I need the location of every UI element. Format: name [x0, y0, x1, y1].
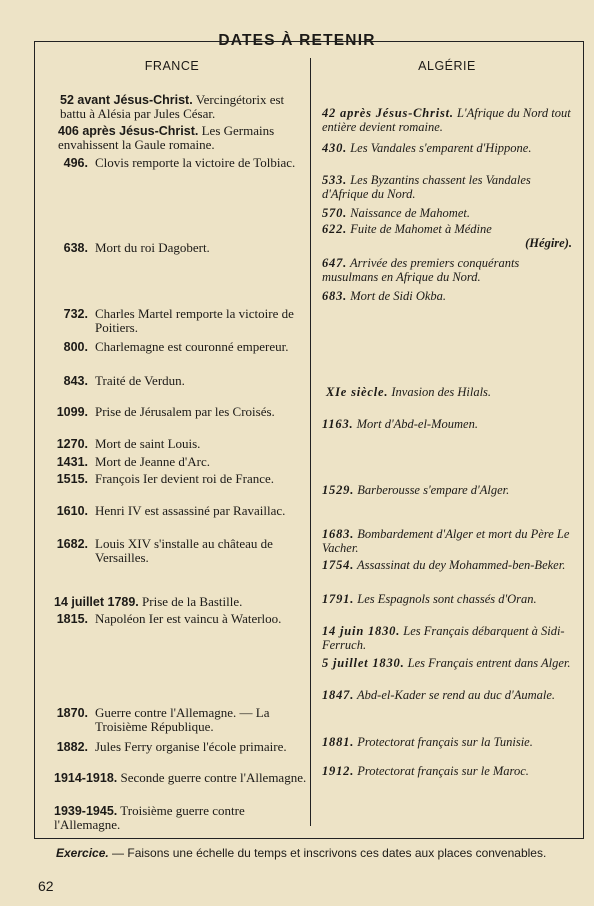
entry-date: 14 juillet 1789. — [54, 595, 139, 609]
entry-date: 430. — [322, 141, 348, 155]
algerie-entry — [322, 624, 576, 652]
entry-date: 496. — [63, 156, 88, 170]
entry-text: Mort de Sidi Okba. — [350, 289, 447, 303]
entry-date: 638. — [63, 241, 88, 255]
entry-text: Les Français entrent dans Alger. — [407, 656, 571, 670]
algerie-entry — [322, 592, 576, 606]
page-title: DATES À RETENIR — [0, 32, 594, 50]
entry-date: 1163. — [322, 417, 354, 431]
entry-date: 1912. — [322, 764, 355, 778]
entry-text: Protectorat français sur la Tunisie. — [357, 735, 533, 749]
entry-text: Guerre contre l'Allemagne. — La Troisième République. — [95, 705, 270, 734]
entry-text: Jules Ferry organise l'école primaire. — [95, 739, 287, 754]
entry-text: Charlemagne est couronné empereur. — [95, 339, 289, 354]
entry-text: Les Byzantins chassent les Vandales d'Afrique du Nord. — [322, 173, 531, 201]
entry-date: 1815. — [56, 612, 88, 626]
algerie-entry — [326, 385, 576, 399]
entry-text: Les Germains envahissent la Gaule romaine. — [58, 123, 275, 152]
entry-text: François Ier devient roi de France. — [95, 471, 275, 486]
entry-date: 1683. — [322, 527, 355, 541]
entry-date: 1529. — [322, 483, 355, 497]
entry-date: 1099. — [56, 405, 88, 419]
entry-date: 732. — [63, 307, 88, 321]
entry-date: 647. — [322, 256, 348, 270]
algerie-entry — [322, 141, 576, 155]
entry-text: Bombardement d'Alger et mort du Père Le Vacher. — [322, 527, 570, 555]
entry-date: 1870. — [56, 706, 88, 720]
entry-text: Louis XIV s'installe au château de Versailles. — [95, 536, 273, 565]
entry-text: Mort de Jeanne d'Arc. — [95, 454, 210, 469]
entry-date: 52 avant Jésus-Christ. — [60, 93, 193, 107]
entry-date: 1515. — [56, 472, 88, 486]
entry-date: 1682. — [56, 537, 88, 551]
entry-date: 406 après Jésus-Christ. — [58, 124, 199, 138]
algerie-entry — [322, 688, 576, 702]
entry-date: 42 après Jésus-Christ. — [322, 106, 454, 120]
entry-date: 800. — [63, 340, 88, 354]
algerie-entry — [322, 106, 576, 134]
algerie-entry — [322, 206, 576, 220]
exercise-instruction — [56, 846, 591, 860]
entry-text: Mort d'Abd-el-Moumen. — [356, 417, 478, 431]
entry-date: 5 juillet 1830. — [322, 656, 405, 670]
entry-text-extra: (Hégire). — [525, 236, 572, 250]
algerie-entry — [322, 735, 576, 749]
entry-date: 1754. — [322, 558, 355, 572]
exercise-text: — Faisons une échelle du temps et inscrivons ces dates aux places convenables. — [108, 846, 547, 860]
entry-text: Protectorat français sur le Maroc. — [357, 764, 529, 778]
entry-text: Invasion des Hilals. — [391, 385, 492, 399]
algerie-column-heading: ALGÉRIE — [418, 59, 476, 73]
entry-date: 1939-1945. — [54, 804, 118, 818]
entry-text: Arrivée des premiers conquérants musulmans en Afrique du Nord. — [322, 256, 520, 284]
entry-text: Traité de Verdun. — [95, 373, 185, 388]
entry-text: Henri IV est assassiné par Ravaillac. — [95, 503, 286, 518]
page-number: 62 — [38, 878, 54, 894]
entry-text: Napoléon Ier est vaincu à Waterloo. — [95, 611, 282, 626]
entry-text: Assassinat du dey Mohammed-ben-Beker. — [357, 558, 566, 572]
entry-date: 683. — [322, 289, 348, 303]
algerie-entry — [322, 256, 576, 284]
entry-date: 1791. — [322, 592, 355, 606]
entry-text: Charles Martel remporte la victoire de Poitiers. — [95, 306, 294, 335]
entry-text: Troisième guerre contre l'Allemagne. — [54, 803, 245, 832]
france-entry — [54, 771, 308, 785]
entry-date: 1914-1918. — [54, 771, 118, 785]
algerie-entry — [322, 222, 576, 250]
entry-text: Prise de Jérusalem par les Croisés. — [95, 404, 275, 419]
entry-date: 843. — [63, 374, 88, 388]
entry-date: 570. — [322, 206, 348, 220]
entry-text: Fuite de Mahomet à Médine — [350, 222, 492, 236]
entry-text: Barberousse s'empare d'Alger. — [357, 483, 510, 497]
algerie-entry — [322, 173, 576, 201]
entry-text: Seconde guerre contre l'Allemagne. — [120, 770, 307, 785]
exercise-label: Exercice. — [56, 846, 109, 860]
entry-text: Abd-el-Kader se rend au duc d'Aumale. — [357, 688, 556, 702]
algerie-entry — [322, 656, 576, 670]
france-column-heading: FRANCE — [144, 59, 200, 73]
column-divider — [310, 58, 311, 826]
entry-date: 1881. — [322, 735, 355, 749]
algerie-entry — [322, 764, 576, 778]
entry-text: Naissance de Mahomet. — [350, 206, 470, 220]
france-entry — [60, 93, 308, 121]
entry-text: Les Espagnols sont chassés d'Oran. — [357, 592, 537, 606]
entry-date: 1882. — [56, 740, 88, 754]
france-entry — [58, 124, 308, 152]
entry-date: 1431. — [56, 455, 88, 469]
france-entry — [54, 804, 308, 832]
entry-text: L'Afrique du Nord tout entière devient romaine. — [322, 106, 571, 134]
france-entry — [54, 595, 308, 609]
algerie-entry — [322, 483, 576, 497]
entry-date: 1270. — [56, 437, 88, 451]
entry-text: Clovis remporte la victoire de Tolbiac. — [95, 155, 296, 170]
entry-text: Les Vandales s'emparent d'Hippone. — [350, 141, 532, 155]
entry-date: XIe siècle. — [326, 385, 389, 399]
entry-text: Mort du roi Dagobert. — [95, 240, 210, 255]
entry-date: 1610. — [56, 504, 88, 518]
entry-date: 14 juin 1830. — [322, 624, 401, 638]
entry-text: Mort de saint Louis. — [95, 436, 201, 451]
entry-text: Prise de la Bastille. — [142, 594, 243, 609]
entry-date: 622. — [322, 222, 348, 236]
entry-date: 533. — [322, 173, 348, 187]
algerie-entry — [322, 417, 576, 431]
entry-text: Les Français débarquent à Sidi-Ferruch. — [322, 624, 565, 652]
entry-date: 1847. — [322, 688, 355, 702]
algerie-entry — [322, 527, 576, 555]
entry-text: Vercingétorix est battu à Alésia par Jules César. — [60, 92, 285, 121]
algerie-entry — [322, 289, 576, 303]
algerie-entry — [322, 558, 576, 572]
